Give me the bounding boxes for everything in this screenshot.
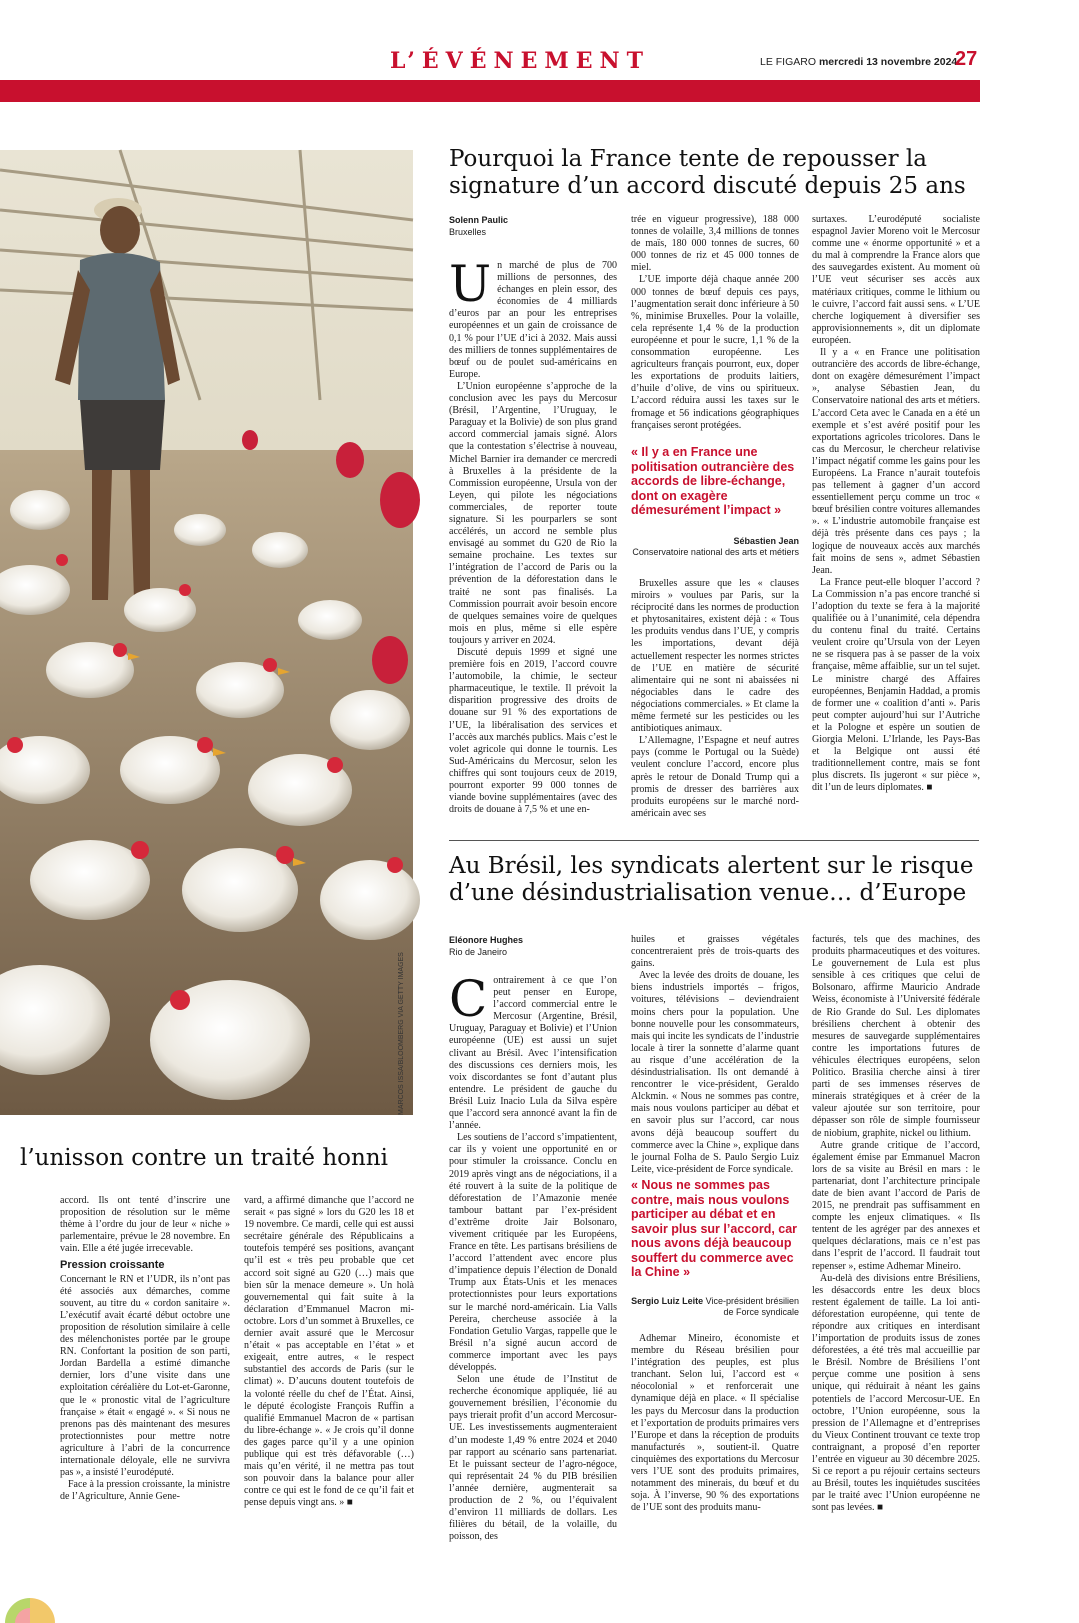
article2-paragraph: facturés, tels que des machines, des produits pharmaceutiques et des voitures. Le gouvernement de Lula est plus sensible à ces critiques que celui de Bolsonaro, affirme Mauricio Andrade Weiss, économiste à l’Université fédérale de Rio Grande do Sul. Les diplomates brésiliens cherchent à obtenir des mesures de sauvegarde supplémentaires contre les importations futures de véhicules électriques européens, selon Politico. Brasilia cherche ainsi à tirer parti de ses immenses réserves de minerais stratégiques et à créer de la valeur ajoutée sur son territoire, pour dépasser son rôle de simple fournisseur de niobium, graphite, nickel ou lithium. — [812, 934, 980, 1139]
article2-column-3 — [812, 934, 980, 1545]
article2-paragraph: huiles et graisses végétales concentreraient près de trois-quarts des gains. — [631, 934, 799, 970]
article-divider — [449, 840, 979, 841]
article2-column-2 — [631, 934, 799, 1175]
article1-quote-role: Conservatoire national des arts et métiers — [632, 547, 799, 557]
article3-paragraph: Concernant le RN et l’UDR, ils n’ont pas été associés aux démarches, comme souvent, au titre du « cordon sanitaire ». L’exécutif avait écarté début octobre une proposition de résolution similaire à celle des mélenchonistes portée par le groupe RN. Confortant la position de son parti, Jordan Bardella a estimé dimanche dernier, lors d’une visite dans une exploitation céréalière du Lot-et-Garonne, que le « pronostic vital de l’agriculture française » était « engagé ». « Si nous ne prenons pas dès maintenant des mesures protectionnistes pour mettre notre agriculture à l’abri de la concurrence internationale déloyale, elle ne survivra pas », a insisté l’eurodéputé. — [60, 1273, 230, 1479]
photo-credit: MARCOS ISSA/BLOOMBERG VIA GETTY IMAGES — [398, 952, 405, 1115]
photo-illustration — [0, 150, 413, 1115]
article1-paragraph: n marché de plus de 700 millions de personnes, des échanges en plein essor, des économies de 4 milliards d’euros par an pour les entreprises européennes et un gain de croissance de 0,1 % pour l’UE d’ici à 2032. Mais aussi des milliers de tonnes supplémentaires de bœuf ou de poulet sud-américains en Europe. — [449, 260, 617, 380]
article2-quote-role: Vice-président brésilien de Force syndicale — [705, 1296, 799, 1317]
article3-headline: l’unisson contre un traité honni — [20, 1145, 388, 1171]
article2-dropcap: C — [449, 970, 488, 1028]
page-number: 27 — [955, 48, 978, 70]
paper-name: LE FIGARO — [760, 56, 817, 68]
issue-date: mercredi 13 novembre 2024 — [818, 56, 958, 68]
article1-pull-quote: « Il y a en France une politisation outrancière des accords de libre-échange, dont on exagère démesurément l’impact » — [631, 445, 795, 517]
article1-column-2 — [631, 214, 799, 439]
article2-byline — [449, 934, 619, 958]
article2-paragraph: Les soutiens de l’accord s’impatientent, car ils y voient une opportunité en or pour stimuler la croissance. Conclu en 2019 après vingt ans de négociations, il a été rouvert à la suite de la politique de déforestation de l’Amazonie menée tambour battant par l’ex-président d’extrême droite Jair Bolsonaro, vivement critiquée par les Européens, France en tête. Les partisans brésiliens de l’accord l’attendent avec encore plus d’impatience depuis l’élection de Donald Trump aux États-Unis et les menaces protectionnistes pour leurs exportations sur le marché nord-américain. Lia Valls Pereira, chercheuse associée à la Fondation Getulio Vargas, rappelle que le Brésil n’a signé aucun accord de commerce important avec les pays développés. — [449, 1132, 617, 1373]
article1-byline — [449, 214, 619, 238]
article2-paragraph: ontrairement à ce que l’on peut penser en Europe, l’accord commercial entre le Mercosur (Argentine, Brésil, Uruguay, Paraguay et Bolivie) et l’Union européenne (UE) est aussi un sujet clivant au Brésil. Avec l’intensification des discussions ces derniers mois, les voix discordantes se font d’autant plus entendre. Le président de gauche du Brésil Luiz Inacio Lula da Silva espère que l’accord sera annoncé avant la fin de l’année. — [449, 975, 617, 1132]
article1-paragraph: L’Union européenne s’approche de la conclusion avec les pays du Mercosur (Brésil, l’Argentine, l’Uruguay, le Paraguay et la Bolivie) de son plus grand accord commercial jamais signé. Alors que la contestation s’électrise à nouveau, Michel Barnier ira demander ce mercredi à Bruxelles à la présidente de la Commission européenne, Ursula von der Leyen, qui pilote les négociations commerciales, de reporter toute signature. Si les pourparlers se sont accélérés, un accord ne semble plus envisagé au sommet du G20 de Rio la semaine prochaine. Les textes sur l’intégration de l’accord de Paris ou la prévention de la déforestation dans le traité ne sont pas finalisés. La Commission pourrait avoir besoin encore de quelques semaines voire de quelques mois en plus, même si elle espère toujours y arriver en 2024. — [449, 380, 617, 646]
section-title: L’ÉVÉNEMENT — [390, 48, 650, 74]
article1-paragraph: Il y a « en France une politisation outrancière des accords de libre-échange, dont on exagère démesurément l’impact », analyse Sébastien Jean, du Conservatoire national des arts et métiers. L’accord Ceta avec le Canada en a été un exemple et s’est avéré positif pour les exportations agricoles tricolores. Dans le cas du Mercosur, le chercheur relativise l’impact négatif comme les gains pour les Européens. La France n’aurait toutefois pas tellement à gagner d’un accord essentiellement perçu comme un troc « bœuf brésilien contre voitures allemandes ». « L’industrie automobile française est déjà très présente dans ces pays ; la logique de nouveaux accès aux marchés fait moins de sens », admet Sébastien Jean. — [812, 347, 980, 576]
article2-paragraph: Selon une étude de l’Institut de recherche économique appliquée, lié au gouvernement brésilien, l’économie du pays trierait profit d’un accord Mercosur-UE. Les investissements augmenteraient d’un modeste 1,49 % entre 2024 et 2040 par rapport au scénario sans partenariat. Et le puissant secteur de l’agro-négoce, qui représentait 24 % du PIB brésilien l’année dernière, augmenterait sa production de 2 %, ou l’équivalent d’environ 11 milliards de dollars. Les filières du bétail, de la volaille, du poisson, des — [449, 1374, 617, 1543]
article2-column-1 — [449, 970, 617, 1545]
article1-paragraph: surtaxes. L’eurodéputé socialiste espagnol Javier Moreno voit le Mercosur comme une « énorme opportunité » et a du mal à comprendre la France alors que des sauvegardes existent. Au moment où l’UE veut sécuriser ses accès aux matériaux critiques, comme le lithium ou le cuivre, l’accord fait aussi sens. « L’UE cherche logiquement à diversifier ses approvisionnements », dit un diplomate européen. — [812, 214, 980, 346]
article3-subhead: Pression croissante — [60, 1259, 165, 1272]
article2-pull-quote: « Nous ne sommes pas contre, mais nous voulons participer au débat et en savoir plus sur l’accord, car nous avons déjà beaucoup souffert du commerce avec la Chine » — [631, 1178, 798, 1279]
article1-author: Solenn Paulic — [449, 215, 509, 225]
article2-location: Rio de Janeiro — [449, 947, 508, 957]
corner-decoration — [0, 1578, 60, 1623]
article2-paragraph: Autre grande critique de l’accord, également émise par Emmanuel Macron lors de sa visite au Brésil en mars : le partenariat, dont l’architecture principale date de bien avant l’accord de Paris de 2015, ne prendrait pas suffisamment en compte les enjeux climatiques. « Ils tentent de les agréger par des annexes et quelques déclarations, mais ce n’est pas dans l’esprit de l’accord. Il faudrait tout repenser », estime Adhemar Mineiro. — [812, 1139, 980, 1272]
article1-paragraph: trée en vigueur progressive), 188 000 tonnes de volaille, 3,4 millions de tonnes de maïs, 180 000 tonnes de sucres, 60 000 tonnes de riz et 45 000 tonnes de miel. — [631, 214, 799, 274]
article1-column-2b — [631, 578, 799, 860]
article1-paragraph: L’UE importe déjà chaque année 200 000 tonnes de bœuf depuis ces pays, l’augmentation serait donc inférieure à 50 %, minimise Bruxelles. Pour la volaille, cela représente 1,4 % de la production européenne et pour le sucre, 1,1 % de la consommation européenne. Les agriculteurs français pourront, eux, doper les exportations de produits laitiers, d’huile d’olive, de vins ou spiritueux. L’accord réduira aussi les taxes sur le fromage et 56 indications géographiques françaises seront protégées. — [631, 274, 799, 431]
article2-author: Eléonore Hughes — [449, 935, 524, 945]
chicken-farm-photo — [0, 150, 413, 1115]
article2-paragraph: Adhemar Mineiro, économiste et membre du Réseau brésilien pour l’intégration des peuples, est plus tranchant. Selon lui, l’accord est « néocolonial » et renforcerait une dynamique déjà en place. « Il spécialise les pays du Mercosur dans la production et l’exportation de produits primaires vers l’Europe et dans la réception de produits manufacturés », soutient-il. Quatre cinquièmes des exportations du Mercosur vers l’UE sont des produits primaires, notamment des minerais, du bœuf et du soja. À l’inverse, 90 % des exportations de l’UE sont des produits manu- — [631, 1333, 800, 1514]
article2-paragraph: Avec la levée des droits de douane, les biens industriels importés – frigos, voitures, télévisions – deviendraient moins chers pour la population. Une bonne nouvelle pour les consommateurs, mais qui incite les syndicats de l’industrie locale à tirer la sonnette d’alarme quant au risque d’une accélération de la désindustrialisation. Ils ont demandé à rencontrer le vice-président, Geraldo Alckmin. « Nous ne sommes pas contre, mais nous voulons participer au débat et en savoir plus sur l’accord, car nous avons déjà beaucoup souffert du commerce avec la Chine », explique dans le journal Folha de S. Paulo Sergio Luiz Leite, vice-président de Force syndicale. — [631, 970, 799, 1175]
article3-paragraph: accord. Ils ont tenté d’inscrire une proposition de résolution sur le même thème à l’ordre du jour de leur « niche » parlementaire, prévue le 28 novembre. En vain. Elle a été jugée irrecevable. — [60, 1195, 230, 1255]
article3-paragraph: Face à la pression croissante, la ministre de l’Agriculture, Annie Gene- — [60, 1479, 230, 1503]
article2-paragraph: Au-delà des divisions entre Brésiliens, les désaccords entre les deux blocs restent également de taille. La loi anti-déforestation européenne, qui tente de répondre aux critiques en interdisant l’importation de produits issus de zones déforestées, a été très mal accueillie par le Brésil. Nombre de Brésiliens l’ont perçue comme une position à sens unique, qui réduirait à néant les gains potentiels de l’accord Mercosur-UE. En octobre, l’Union européenne, sous la pression de l’Allemagne et d’entreprises du Vieux Continent trouvant ce texte trop contraignant, a proposé d’en reporter l’entrée en vigueur au 30 décembre 2025. Si ce report a pu réjouir certains secteurs au Brésil, toutes les inquiétudes suscitées par le traité avec l’Union européenne ne sont pas levées. ■ — [812, 1272, 980, 1514]
article1-quote-author: Sébastien Jean — [733, 536, 799, 546]
article2-column-2b — [631, 1333, 799, 1545]
article1-paragraph: La France peut-elle bloquer l’accord ? La Commission n’a pas encore tranché si l’adoption du texte se fera à la majorité qualifiée ou à l’unanimité, cela dépendra du contenu final du traité. Certains veulent croire qu’Ursula von der Leyen ne se risquera pas à se passer de la voix française, même affaiblie, sur un tel sujet. Le ministre chargé des Affaires européennes, Benjamin Haddad, a promis de former une « coalition d’anti ». Paris peut compter aujourd’hui sur l’Autriche et la Pologne et espère un soutien de Giorgia Meloni. L’Irlande, les Pays-Bas et la Belgique ont aussi été traditionnellement contre, mais se font plus discrets. Ils jugeront « sur pièce », dit l’un de leurs diplomates. ■ — [812, 576, 980, 794]
article3-column-1 — [60, 1195, 230, 1545]
article1-location: Bruxelles — [449, 227, 487, 237]
article1-quote-attribution — [631, 536, 799, 558]
article1-paragraph: Discuté depuis 1999 et signé une première fois en 2019, l’accord couvre l’automobile, la chimie, le secteur pharmaceutique, le textile. Il prévoit la disparition progressive des droits de douane sur 91 % des exportations de l’UE, la libéralisation des services et l’accès aux marchés publics. Mais c’est le volet agricole qui donne le tournis. Les Sud-Américains du Mercosur, selon les chiffres qui sont toujours ceux de 2019, pourront exporter 99 000 tonnes de viande bovine supplémentaires (avec des droits de douane à 7,5 % et une en- — [449, 647, 617, 816]
article1-headline: Pourquoi la France tente de repousser la signature d’un accord discuté depuis 25 ans — [449, 146, 966, 199]
masthead-info — [760, 56, 957, 68]
article1-dropcap: U — [449, 255, 492, 313]
article3-paragraph: vard, a affirmé dimanche que l’accord ne serait « pas signé » lors du G20 les 18 et 19 novembre. Ce mardi, celle qui est aussi secrétaire générale des Républicains a toutefois tempéré ses positions, avançant qu’il est « très peu probable que cet accord soit signé au G20 (…) mais que bien sûr la menace demeure ». Un holà gouvernemental qui fait suite à la déclaration d’Emmanuel Macron mi-octobre. Lors d’un sommet à Bruxelles, ce dernier avait assuré que le Mercosur n’était « pas acceptable en l’état » et exigeait, entre autres, « le respect substantiel des accords de Paris (sur le climat) ». D’aucuns doutent toutefois de la volonté réelle du chef de l’État. Ainsi, le député écologiste François Ruffin a qualifié Emmanuel Macron de « partisan du libre-échange ». « Je crois qu’il donne des gages parce qu’il y a une opinion publique qui est très défavorable (…) mais qu’en vérité, il ne mettra pas tout son pouvoir dans la balance pour aller contre ce qui est le fond de ce qu’il fait et pense depuis vingt ans. » ■ — [244, 1195, 414, 1509]
article2-headline: Au Brésil, les syndicats alertent sur le risque d’une désindustrialisation venue… d’Europe — [449, 853, 974, 906]
article1-column-3 — [812, 214, 980, 860]
article1-paragraph: L’Allemagne, l’Espagne et neuf autres pays (comme le Portugal ou la Suède) veulent conclure l’accord, encore plus après le retour de Donald Trump qui a promis de dresser des barrières aux produits européens sur le marché nord-américain avec ses — [631, 735, 799, 819]
article2-quote-author: Sergio Luiz Leite — [631, 1296, 704, 1306]
article2-quote-attribution — [631, 1296, 799, 1318]
article3-column-2 — [244, 1195, 414, 1545]
header-red-bar — [0, 80, 980, 102]
article1-paragraph: Bruxelles assure que les « clauses miroirs » voulues par Paris, sur la réciprocité dans les normes de production et phytosanitaires, existent déjà : « Tous les produits vendus dans l’UE, y compris les importations, devant déjà actuellement respecter les normes strictes de l’UE en matière de sécurité alimentaire qui ne sont ni abaissées ni négociables dans le cadre des négociations commerciales. » Et clame la même fermeté sur les pesticides ou les antibiotiques animaux. — [631, 578, 799, 735]
article1-column-1 — [449, 255, 617, 860]
